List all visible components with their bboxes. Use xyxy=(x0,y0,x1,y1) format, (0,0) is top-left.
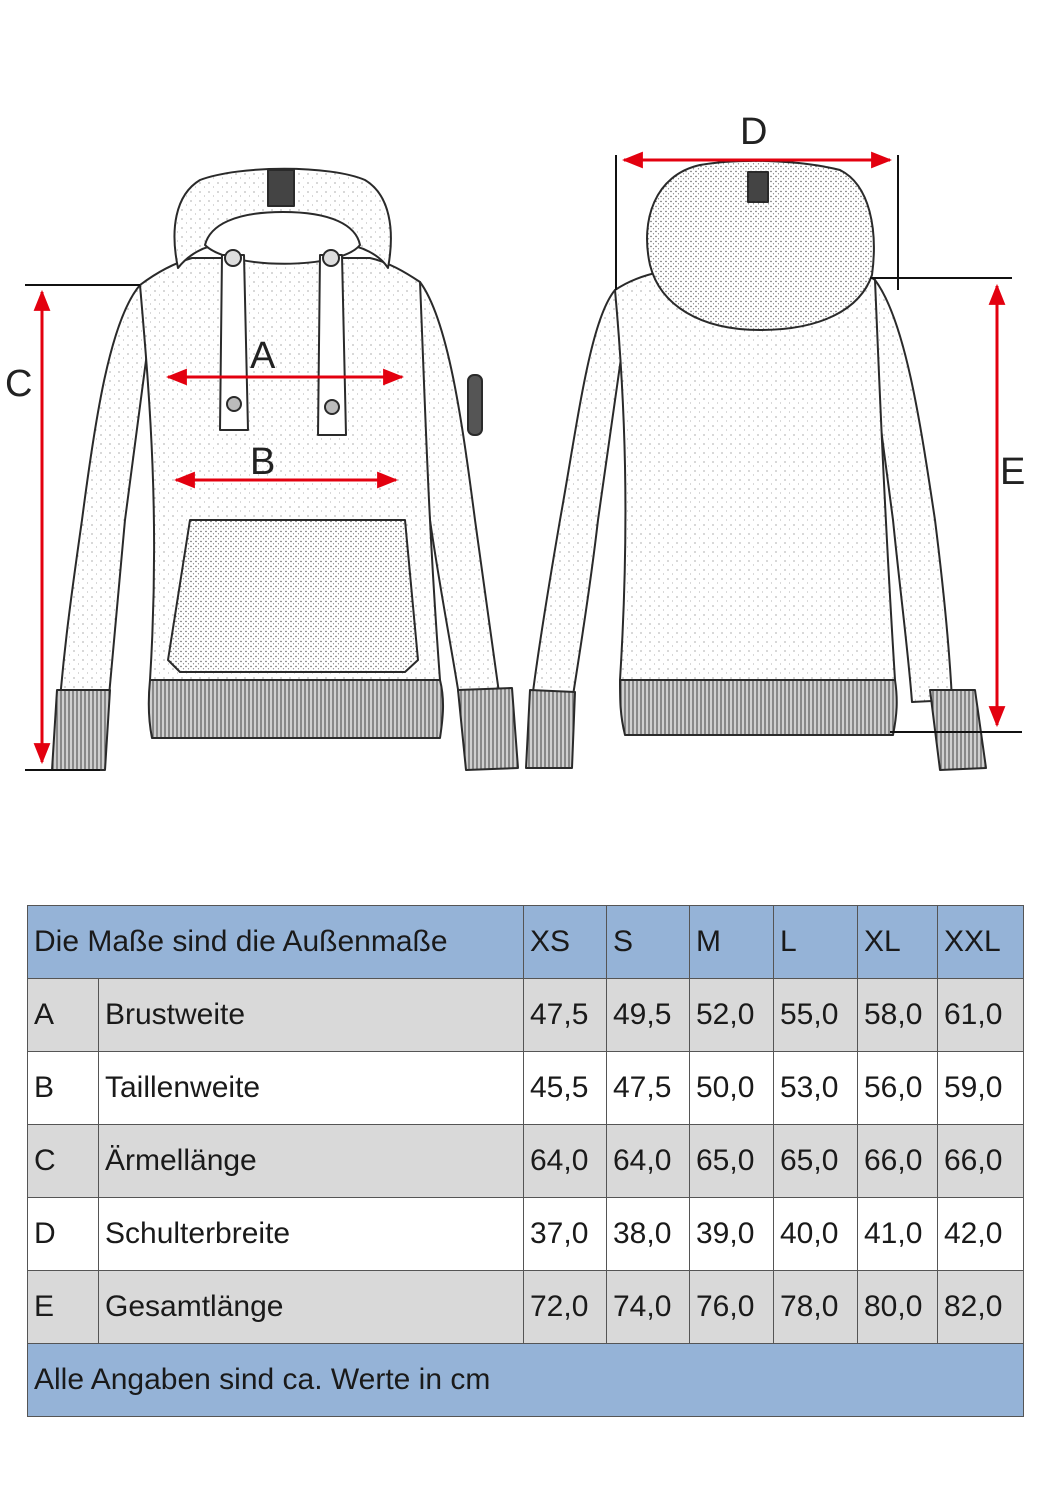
cell-value: 82,0 xyxy=(938,1271,1024,1344)
cell-value: 65,0 xyxy=(690,1125,774,1198)
table-row xyxy=(28,1052,1024,1125)
back-waistband xyxy=(620,680,897,735)
cell-value: 52,0 xyxy=(690,979,774,1052)
cell-value: 47,5 xyxy=(607,1052,690,1125)
cell-value: 64,0 xyxy=(524,1125,607,1198)
right-eyelet xyxy=(325,400,339,414)
row-key: E xyxy=(28,1271,99,1344)
label-b: B xyxy=(250,441,276,483)
front-waistband xyxy=(149,680,443,738)
cell-value: 56,0 xyxy=(858,1052,938,1125)
row-name: Taillenweite xyxy=(99,1052,524,1125)
size-chart-table xyxy=(27,905,1024,1417)
cell-value: 74,0 xyxy=(607,1271,690,1344)
label-d: D xyxy=(740,111,768,153)
back-right-cuff xyxy=(930,690,986,770)
cell-value: 64,0 xyxy=(607,1125,690,1198)
back-left-cuff xyxy=(526,690,575,768)
label-e: E xyxy=(1000,451,1026,493)
cell-value: 66,0 xyxy=(938,1125,1024,1198)
cell-value: 41,0 xyxy=(858,1198,938,1271)
cell-value: 76,0 xyxy=(690,1271,774,1344)
cell-value: 39,0 xyxy=(690,1198,774,1271)
cell-value: 42,0 xyxy=(938,1198,1024,1271)
row-key: B xyxy=(28,1052,99,1125)
cell-value: 59,0 xyxy=(938,1052,1024,1125)
hoodie-front xyxy=(52,169,518,770)
label-a: A xyxy=(250,335,276,377)
cell-value: 58,0 xyxy=(858,979,938,1052)
size-header-m: M xyxy=(690,906,774,979)
cell-value: 65,0 xyxy=(774,1125,858,1198)
cell-value: 38,0 xyxy=(607,1198,690,1271)
left-eyelet xyxy=(227,397,241,411)
size-header-xs: XS xyxy=(524,906,607,979)
cell-value: 78,0 xyxy=(774,1271,858,1344)
table-header-row xyxy=(28,906,1024,979)
front-left-cuff xyxy=(52,690,110,770)
front-right-cuff xyxy=(458,688,518,770)
size-header-s: S xyxy=(607,906,690,979)
table-row xyxy=(28,1198,1024,1271)
cell-value: 72,0 xyxy=(524,1271,607,1344)
row-key: A xyxy=(28,979,99,1052)
sleeve-patch xyxy=(468,375,482,435)
row-name: Ärmellänge xyxy=(99,1125,524,1198)
back-left-sleeve xyxy=(532,290,625,702)
size-header-xl: XL xyxy=(858,906,938,979)
hood-label-tag xyxy=(268,170,294,206)
row-name: Schulterbreite xyxy=(99,1198,524,1271)
front-left-sleeve xyxy=(57,285,150,740)
cell-value: 55,0 xyxy=(774,979,858,1052)
cell-value: 37,0 xyxy=(524,1198,607,1271)
label-c: C xyxy=(5,363,33,405)
cell-value: 49,5 xyxy=(607,979,690,1052)
back-body xyxy=(615,272,895,680)
table-footer-note: Alle Angaben sind ca. Werte in cm xyxy=(28,1344,1024,1417)
cell-value: 80,0 xyxy=(858,1271,938,1344)
back-hood-label-tag xyxy=(748,172,768,202)
table-footer-row xyxy=(28,1344,1024,1417)
cell-value: 50,0 xyxy=(690,1052,774,1125)
hoodie-back xyxy=(526,161,986,770)
row-name: Brustweite xyxy=(99,979,524,1052)
cell-value: 45,5 xyxy=(524,1052,607,1125)
front-kangaroo-pocket xyxy=(168,520,418,672)
table-row xyxy=(28,1125,1024,1198)
cell-value: 66,0 xyxy=(858,1125,938,1198)
table-header-title: Die Maße sind die Außenmaße xyxy=(28,906,524,979)
cell-value: 40,0 xyxy=(774,1198,858,1271)
cell-value: 47,5 xyxy=(524,979,607,1052)
table-row xyxy=(28,979,1024,1052)
size-header-xxl: XXL xyxy=(938,906,1024,979)
row-name: Gesamtlänge xyxy=(99,1271,524,1344)
cell-value: 61,0 xyxy=(938,979,1024,1052)
size-header-l: L xyxy=(774,906,858,979)
row-key: C xyxy=(28,1125,99,1198)
cell-value: 53,0 xyxy=(774,1052,858,1125)
table-row xyxy=(28,1271,1024,1344)
row-key: D xyxy=(28,1198,99,1271)
